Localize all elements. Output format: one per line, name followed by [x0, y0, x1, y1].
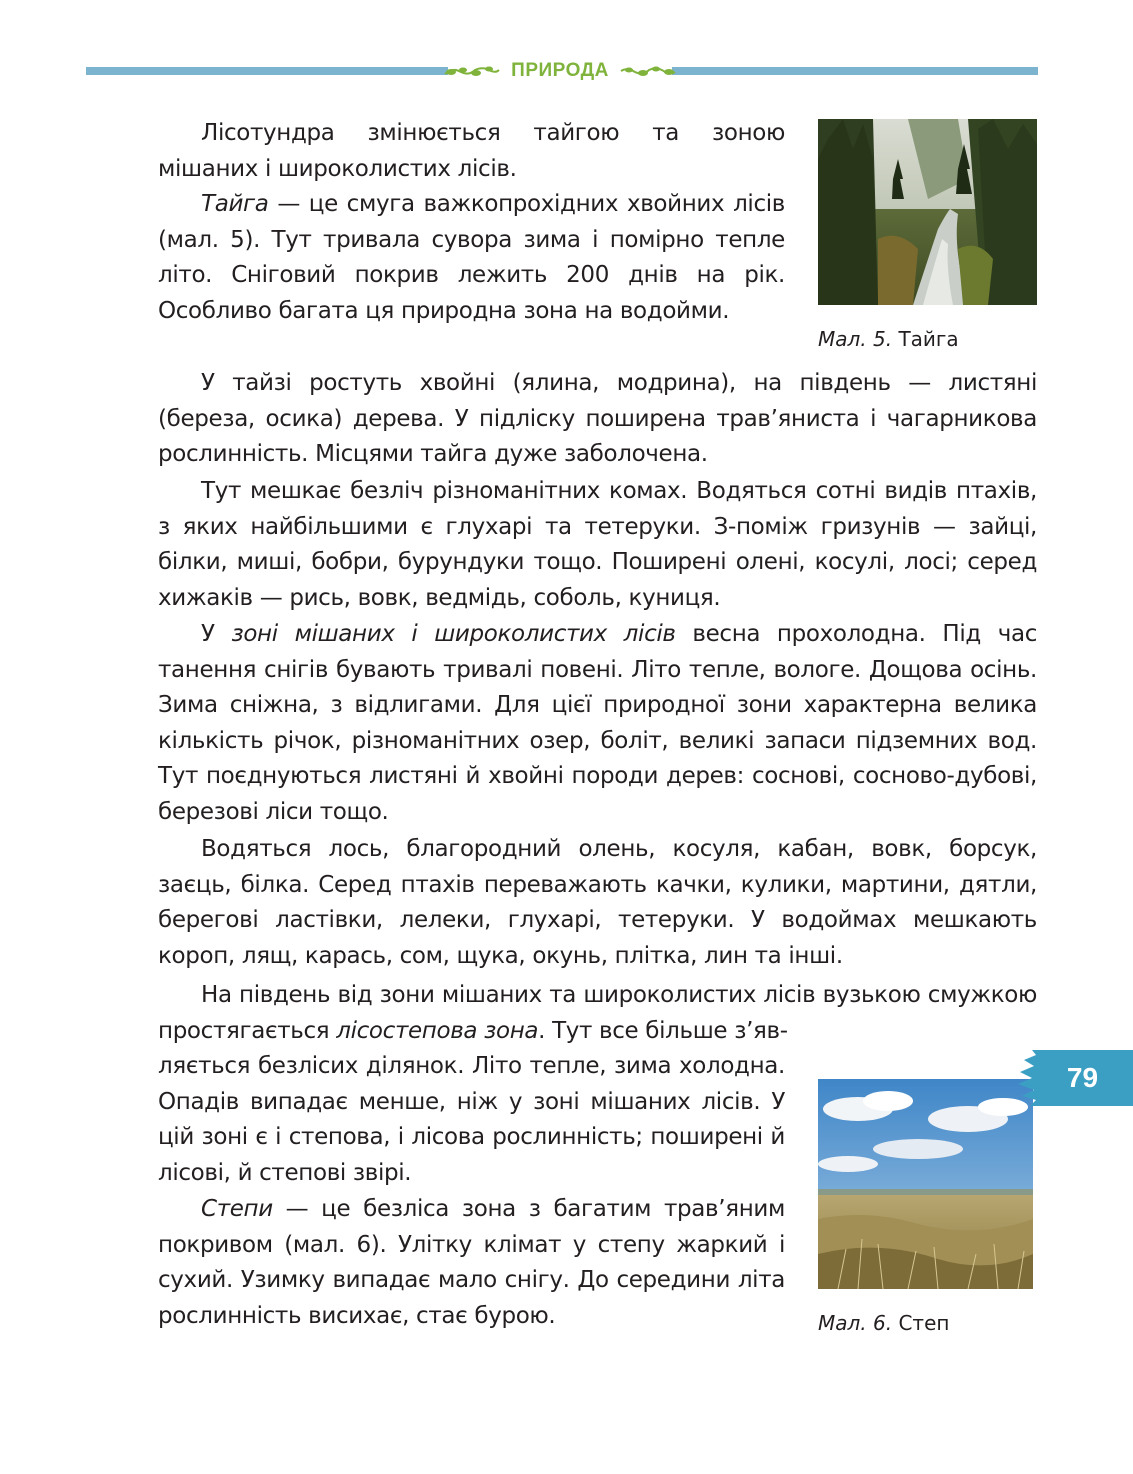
paragraph-5: [158, 617, 1037, 830]
figure-6-number: Мал. 6.: [818, 1311, 893, 1335]
paragraph-3: [158, 366, 1037, 473]
paragraph-7-lead: На південь від зони мішаних та широколистих лісів вузькою смужкою простягається: [158, 982, 1037, 1044]
paragraph-6: [158, 832, 1037, 974]
paragraph-5-lead: У: [201, 621, 232, 647]
section-header: [448, 54, 672, 88]
paragraph-8-text: — це безліса зона з багатим трав’яним покривом (мал. 6). Улітку клімат у степу жаркий і сухий. Узимку випадає мало снігу. До середини літа рослинність висихає, стає бурою.: [158, 1196, 785, 1329]
paragraph-2: [158, 187, 785, 329]
paragraph-7-continued: [158, 1049, 785, 1191]
term-taiga: Тайга: [201, 191, 269, 217]
paragraph-6-text: Водяться лось, благородний олень, косуля, кабан, вовк, борсук, заєць, білка. Серед птахів переважають качки, кулики, мартини, дятли, берегові ластівки, лелеки, глухарі, тетеруки. У водоймах мешкають короп, лящ, карась, сом, щука, окунь, плітка, лин та інші.: [158, 836, 1037, 969]
paragraph-4: [158, 474, 1037, 616]
paragraph-7-continued-text: ляється безлісих ділянок. Літо тепле, зима холодна. Опадів випадає менше, ніж у зоні мішаних лісів. У цій зоні є і степова, і лісова рослинність; поширені й лісові, й степові звірі.: [158, 1053, 785, 1186]
figure-6-caption: [818, 1311, 949, 1335]
figure-5-number: Мал. 5.: [818, 327, 893, 351]
leaf-ornament-left-icon: [443, 64, 501, 78]
term-forest-steppe-zone: лісостепова зона: [336, 1017, 539, 1044]
figure-6-steppe-photo: [818, 1079, 1033, 1289]
paragraph-1-text: Лісотундра змінюється тайгою та зоною мішаних і широколистих лісів.: [158, 120, 785, 182]
paragraph-5-text: весна прохолодна. Під час танення снігів бувають тривалі повені. Літо тепле, вологе. Дощова осінь. Зима сніжна, з відлигами. Для цієї природної зони характерна велика кількість річок, різноманітних озер, боліт, великі запаси підземних вод. Тут поєднуються листяні й хвойні породи дерев: соснові, сосново-дубові, березові ліси тощо.: [158, 621, 1037, 825]
term-mixed-forest-zone: зоні мішаних і широколистих лісів: [231, 621, 676, 647]
paragraph-4-text: Тут мешкає безліч різноманітних комах. Водяться сотні видів птахів, з яких найбільшими є глухарі та тетеруки. З-поміж гризунів — зайці, білки, миші, бобри, бурундуки тощо. Поширені олені, косулі, лосі; серед хижаків — рись, вовк, ведмідь, соболь, куниця.: [158, 478, 1037, 611]
term-steppes: Степи: [201, 1196, 273, 1222]
figure-5-caption: [818, 327, 959, 351]
page-number: 79: [1066, 1062, 1099, 1093]
page-number-badge: [1014, 1050, 1133, 1106]
figure-6-caption-text: Степ: [898, 1311, 950, 1335]
section-header-title: ПРИРОДА: [511, 60, 609, 81]
figure-5-taiga-photo: [818, 119, 1037, 305]
figure-5-caption-text: Тайга: [898, 327, 959, 351]
paragraph-3-text: У тайзі ростуть хвойні (ялина, модрина), на південь — листяні (береза, осика) дерева. У підліску поширена трав’яниста і чагарникова рослинність. Місцями тайга дуже заболочена.: [158, 370, 1037, 467]
paragraph-2-text: — це смуга важкопрохідних хвойних лісів (мал. 5). Тут тривала сувора зима і помірно тепле літо. Сніговий покрив лежить 200 днів на рік. Особливо багата ця природна зона на водойми.: [158, 191, 785, 324]
paragraph-1: [158, 116, 785, 187]
leaf-ornament-right-icon: [619, 64, 677, 78]
paragraph-7-text: . Тут все більше з’яв-: [538, 1017, 788, 1044]
paragraph-7: [158, 978, 1037, 1049]
paragraph-8: [158, 1192, 785, 1334]
